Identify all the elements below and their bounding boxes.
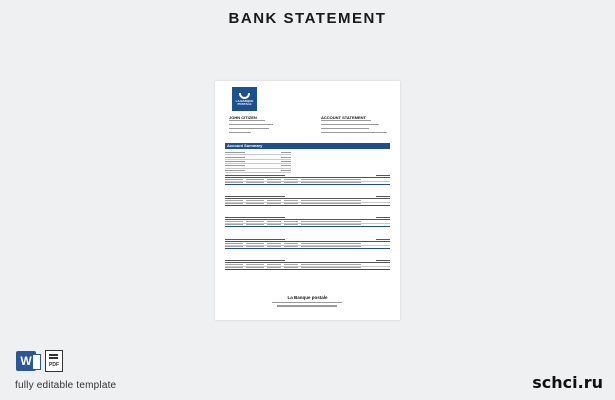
page-title: BANK STATEMENT: [228, 10, 387, 27]
statement-title: ACCOUNT STATEMENT: [321, 115, 366, 120]
operations-section: [225, 195, 390, 206]
operations-section: [225, 259, 390, 270]
bank-logo-text: LA BANQUE POSTALE: [235, 98, 254, 106]
document-footer-title: La Banque postale: [287, 295, 328, 300]
editable-template-label: fully editable template: [15, 380, 117, 391]
operations-section: [225, 216, 390, 227]
account-holder-name: JOHN CITIZEN: [229, 115, 257, 120]
document-footer-address: [272, 302, 342, 309]
statement-document: [215, 81, 400, 320]
word-icon: W: [16, 351, 36, 371]
holder-address-block: [229, 120, 274, 136]
operations-section: [225, 174, 390, 185]
statement-details-block: [321, 120, 387, 136]
bank-logo-mark: [239, 93, 250, 99]
account-summary-heading: Account Summary: [225, 143, 390, 149]
bank-logo: [232, 87, 257, 111]
account-summary-table: [225, 151, 291, 173]
operations-section: [225, 238, 390, 249]
pdf-icon: PDF: [45, 350, 63, 372]
brand-label: schci.ru: [532, 373, 603, 392]
